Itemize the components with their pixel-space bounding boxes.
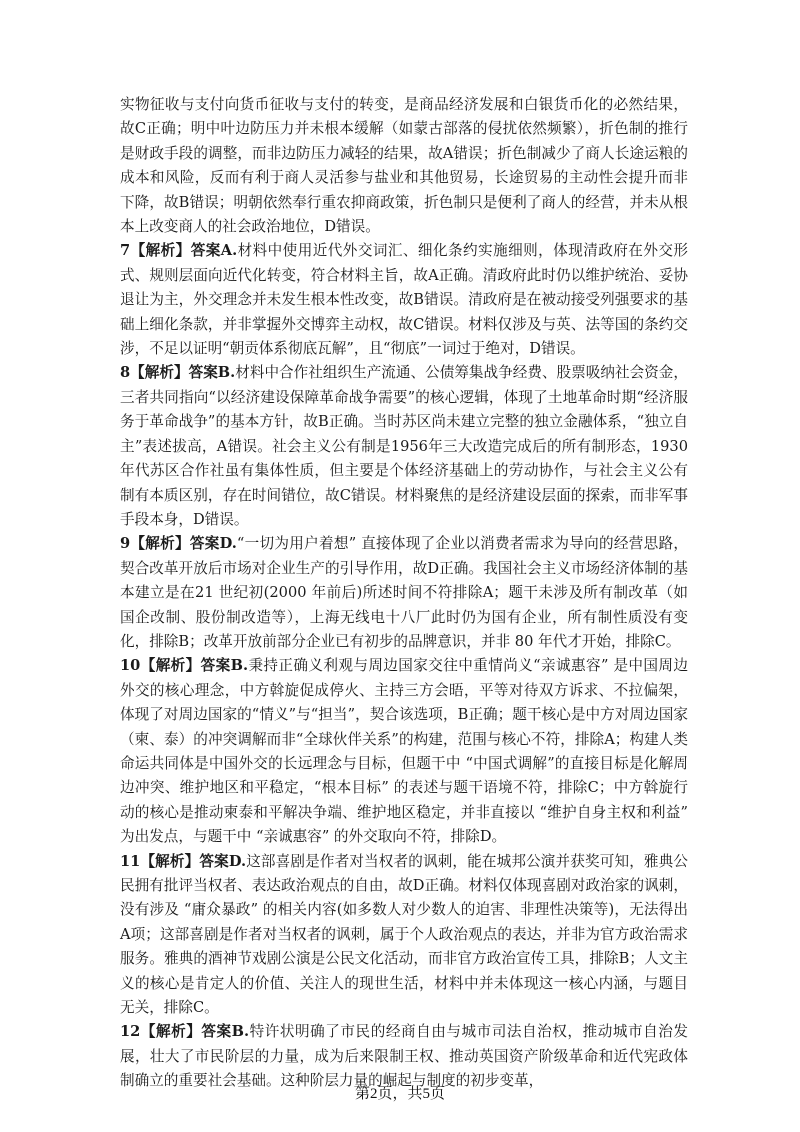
answer-label: 答案B. (188, 364, 236, 382)
question-number: 12 (120, 1023, 141, 1041)
paragraph-text: 材料中合作社组织生产流通、公债筹集战争经费、股票吸纳社会资金，三者共同指向“以经济建设保障革命战争需要”的核心逻辑，体现了土地革命时期“经济服务于革命战争”的基本方针，故B正确。当时苏区尚未建立完整的独立金融体系，“独立自主”表述拔高，A错误。社会主义公有制是1956年三大改造完成后的所有制形态，1930年代苏区合作社虽有集体性质，但主要是个体经济基础上的劳动协作，与社会主义公有制有本质区别，存在时间错位，故C错误。材料聚焦的是经济建设层面的探索，而非军事手段本身，D错误。 (120, 364, 688, 528)
paragraph-text: 材料中使用近代外交词汇、细化条约实施细则，体现清政府在外交形式、规则层面向近代化转变，符合材料主旨，故A正确。清政府此时仍以维护统治、妥协退让为主，外交理念并未发生根本性改变，故B错误。清政府是在被动接受列强要求的基础上细化条款，并非掌握外交博弈主动权，故C错误。材料仅涉及与英、法等国的条约交涉，不足以证明“朝贡体系彻底瓦解”，且“彻底”一词过于绝对，D错误。 (120, 242, 688, 358)
answer-label: 答案D. (189, 535, 237, 553)
analysis-tag: 【解析】 (130, 242, 191, 260)
paragraph-question-8 (120, 361, 688, 532)
answer-label: 答案B. (200, 657, 249, 675)
paragraph-question-9 (120, 532, 688, 654)
paragraph-6-continuation (120, 93, 688, 239)
paragraph-text: 实物征收与支付向货币征收与支付的转变，是商品经济发展和白银货币化的必然结果，故C正确；明中叶边防压力并未根本缓解（如蒙古部落的侵扰依然频繁），折色制的推行是财政手段的调整，而非边防压力减轻的结果，故A错误；折色制减少了商人长途运粮的成本和风险，反而有利于商人灵活参与盐业和其他贸易，长途贸易的主动性会提升而非下降，故B错误；明朝依然奉行重农抑商政策，折色制只是便利了商人的经营，并未从根本上改变商人的社会政治地位，D错误。 (120, 96, 688, 236)
paragraph-question-11 (120, 850, 688, 1021)
question-number: 8 (120, 364, 131, 382)
paragraph-question-7 (120, 239, 688, 361)
answer-analysis-page (120, 93, 688, 1094)
analysis-tag: 【解析】 (140, 1023, 202, 1041)
analysis-tag: 【解析】 (130, 535, 190, 553)
question-number: 11 (120, 852, 141, 870)
paragraph-text: “一切为用户着想” 直接体现了企业以消费者需求为导向的经营思路，契合改革开放后市场对企业生产的引导作用，故D正确。我国社会主义市场经济体制的基本建立是在21 世纪初(2000 年前后)所述时间不符排除A；题干未涉及所有制改革（如国企改制、股份制改造等），上海无线电十八厂此时仍为国有企业，所有制性质没有变化，排除B；改革开放前部分企业已有初步的品牌意识，并非 80 年代才开始，排除C。 (120, 535, 688, 650)
question-number: 7 (120, 242, 131, 260)
answer-label: 答案B. (201, 1023, 250, 1041)
analysis-tag: 【解析】 (140, 657, 201, 675)
paragraph-text: 特许状明确了市民的经商自由与城市司法自治权，推动城市自治发展，壮大了市民阶层的力量，成为后来限制王权、推动英国资产阶级革命和近代宪政体制确立的重要社会基础。这种阶层力量的崛起与制度的初步变革， (120, 1023, 688, 1090)
question-number: 9 (120, 535, 131, 553)
analysis-tag: 【解析】 (130, 364, 189, 382)
analysis-tag: 【解析】 (140, 852, 200, 870)
paragraph-text: 秉持正确义利观与周边国家交往中重情尚义“亲诚惠容” 是中国周边外交的核心理念，中方斡旋促成停火、主持三方会晤，平等对待双方诉求、不拉偏架，体现了对周边国家的“情义”与“担当”，契合该选项，B正确；题干核心是中方对周边国家（柬、泰）的冲突调解而非“全球伙伴关系”的构建，范围与核心不符，排除A；构建人类命运共同体是中国外交的长远理念与目标，但题干中 “中国式调解”的直接目标是化解周边冲突、维护地区和平稳定，“根本目标” 的表述与题干语境不符，排除C；中方斡旋行动的核心是推动柬泰和平解决争端、维护地区稳定，并非直接以 “维护自身主权和利益” 为出发点，与题干中 “亲诚惠容” 的外交取向不符，排除D。 (120, 657, 688, 846)
answer-label: 答案D. (199, 852, 247, 870)
paragraph-text: 这部喜剧是作者对当权者的讽刺，能在城邦公演并获奖可知，雅典公民拥有批评当权者、表达政治观点的自由，故D正确。材料仅体现喜剧对政治家的讽刺，没有涉及 “庸众暴政” 的相关内容(如多数人对少数人的迫害、非理性决策等)，无法得出A项；这部喜剧是作者对当权者的讽刺，属于个人政治观点的表达，并非为官方政治需求服务。雅典的酒神节戏剧公演是公民文化活动，而非官方政治宣传工具，排除B；人文主义的核心是肯定人的价值、关注人的现世生活，材料中并未体现这一核心内涵，与题目无关，排除C。 (120, 852, 688, 1017)
answer-label: 答案A. (190, 242, 238, 260)
question-number: 10 (120, 657, 141, 675)
paragraph-question-10 (120, 654, 688, 849)
page-number-footer: 第2页，共5页 (354, 1086, 445, 1102)
